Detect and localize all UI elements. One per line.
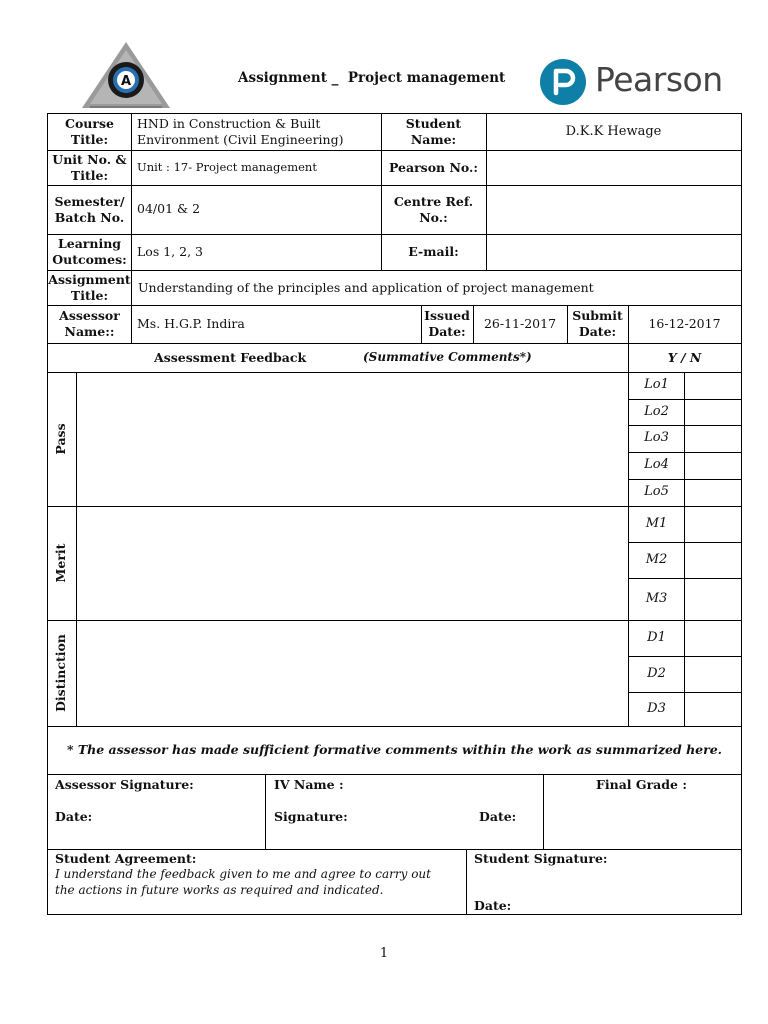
assessor-date-label: Date:	[55, 809, 93, 825]
merit-comments-area[interactable]	[77, 507, 628, 620]
formative-comments-note: * The assessor has made sufficient formative comments within the work as summarized here.	[66, 742, 723, 758]
criteria-code: Lo1	[644, 377, 669, 393]
unit-label: Unit No. & Title:	[52, 151, 127, 183]
pass-comments-area[interactable]	[77, 373, 628, 506]
criteria-code: D1	[647, 629, 666, 645]
svg-text:A: A	[120, 74, 132, 89]
student-name-value[interactable]: D.K.K Hewage	[565, 123, 662, 139]
yn-heading: Y / N	[667, 349, 702, 365]
course-title-value: HND in Construction & Built Environment (Civil Engineering)	[137, 116, 344, 147]
assessor-signature-label: Assessor Signature:	[55, 777, 194, 793]
pearson-logo-icon	[540, 59, 586, 105]
academy-logo	[80, 40, 173, 112]
assignment-form	[47, 113, 742, 915]
submit-date-value: 16-12-2017	[648, 316, 721, 332]
iv-signature-label: Signature:	[274, 809, 348, 825]
learning-outcomes-value: Los 1, 2, 3	[137, 244, 203, 260]
criteria-code: M2	[645, 551, 668, 567]
centre-ref-field[interactable]	[486, 185, 741, 234]
merit-label: Merit	[53, 543, 68, 583]
email-field[interactable]	[486, 234, 741, 270]
assessment-feedback-heading: Assessment Feedback	[154, 349, 307, 365]
issued-date-value: 26-11-2017	[483, 316, 557, 332]
pass-label: Pass	[53, 423, 68, 455]
email-label: E-mail:	[408, 244, 459, 260]
assignment-title-label: Assignment Title:	[48, 271, 131, 303]
final-grade-label: Final Grade :	[596, 777, 687, 793]
centre-ref-label: Centre Ref. No.:	[393, 193, 474, 225]
pearson-no-label: Pearson No.:	[388, 159, 479, 175]
page-number: 1	[379, 946, 389, 961]
assessor-name-label: Assessor Name::	[59, 308, 120, 339]
student-date-label: Date:	[474, 898, 512, 914]
semester-label: Semester/ Batch No.	[54, 193, 125, 225]
learning-outcomes-label: Learning Outcomes:	[52, 236, 127, 267]
summative-comments: (Summative Comments*)	[363, 350, 532, 364]
criteria-code: Lo2	[644, 403, 669, 419]
distinction-label: Distinction	[53, 634, 68, 712]
student-signature-label: Student Signature:	[474, 851, 608, 867]
document-title: Assignment _ Project management	[238, 70, 506, 86]
pearson-no-field[interactable]	[486, 150, 741, 185]
assignment-title-value: Understanding of the principles and application of project management	[131, 270, 741, 305]
criteria-code: Lo3	[644, 430, 669, 446]
criteria-code: M1	[645, 515, 668, 531]
criteria-code: D2	[647, 665, 666, 681]
iv-name-label: IV Name :	[274, 777, 344, 793]
student-agreement-text: I understand the feedback given to me and agree to carry out the actions in future works as required and indicated.	[55, 867, 431, 898]
student-agreement-label: Student Agreement:	[55, 851, 197, 867]
assessor-name-value: Ms. H.G.P. Indira	[137, 316, 245, 332]
semester-value: 04/01 & 2	[137, 201, 201, 216]
course-title-label: Course Title:	[65, 116, 114, 147]
student-name-label: Student Name:	[405, 116, 462, 147]
criteria-code: Lo5	[644, 484, 669, 500]
criteria-code: M3	[645, 590, 668, 606]
distinction-comments-area[interactable]	[77, 621, 628, 726]
criteria-code: Lo4	[644, 457, 669, 473]
iv-date-label: Date:	[479, 809, 517, 825]
pearson-brand: Pearson	[595, 60, 723, 99]
criteria-code: D3	[647, 700, 666, 716]
issued-date-label: Issued Date:	[424, 308, 470, 339]
submit-date-label: Submit Date:	[572, 308, 623, 339]
unit-value: Unit : 17- Project management	[137, 160, 317, 175]
